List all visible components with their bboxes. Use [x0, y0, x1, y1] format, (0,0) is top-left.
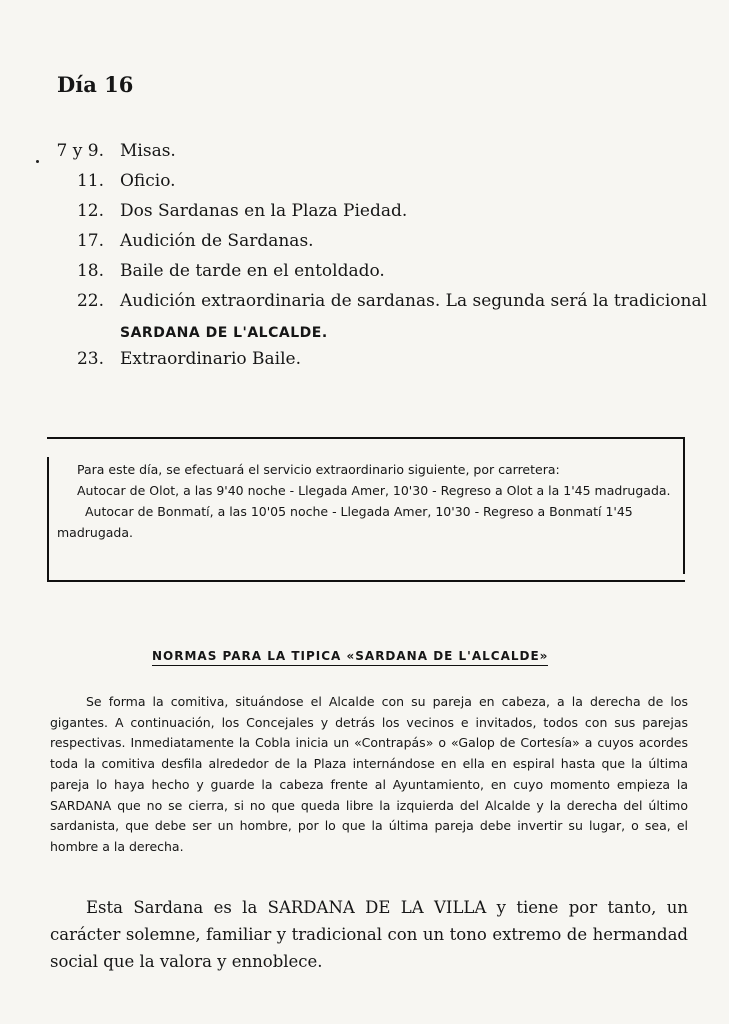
schedule-time: 12.	[76, 201, 104, 221]
schedule-time: 18.	[76, 261, 104, 281]
schedule-item	[40, 170, 700, 200]
norms-heading: NORMAS PARA LA TIPICA «SARDANA DE L'ALCALDE»	[152, 649, 548, 666]
schedule-desc: Dos Sardanas en la Plaza Piedad.	[120, 201, 408, 221]
box-rule-left	[47, 457, 49, 580]
closing-text: Esta Sardana es la SARDANA DE LA VILLA y tiene por tanto, un carácter solemne, familiar y tradicional con un tono extremo de hermandad social que la valora y ennoblece.	[50, 898, 688, 971]
transport-notice-box	[47, 437, 685, 582]
schedule-desc: Extraordinario Baile.	[120, 349, 302, 369]
schedule-item	[40, 200, 700, 230]
schedule-desc-wrapper	[120, 290, 710, 344]
schedule-time: 22.	[76, 291, 104, 311]
notice-intro: Para este día, se efectuará el servicio extraordinario siguiente, por carretera:	[77, 462, 560, 477]
schedule-time: 7 y 9.	[56, 141, 104, 161]
schedule-item	[40, 230, 700, 260]
schedule-item	[40, 290, 708, 348]
notice-bonmati-bus: Autocar de Bonmatí, a las 10'05 noche - Llegada Amer, 10'30 - Regreso a Bonmatí 1'45 madrugada.	[57, 504, 633, 540]
schedule-desc: Baile de tarde en el entoldado.	[120, 261, 385, 281]
schedule-emphasis: SARDANA DE L'ALCALDE.	[120, 325, 328, 341]
schedule-item	[40, 348, 700, 378]
ink-dot	[36, 160, 39, 163]
closing-paragraph	[50, 894, 688, 975]
schedule-item	[40, 260, 700, 290]
schedule-time: 17.	[76, 231, 104, 251]
day-title: Día 16	[57, 72, 134, 97]
box-rule-right	[683, 439, 685, 574]
schedule-desc: Oficio.	[120, 171, 176, 191]
schedule-desc: Audición de Sardanas.	[120, 231, 314, 251]
norms-paragraph	[50, 692, 688, 858]
schedule-item	[40, 140, 700, 170]
norms-text: Se forma la comitiva, situándose el Alcalde con su pareja en cabeza, a la derecha de los gigantes. A continuación, los Concejales y detrás los vecinos e invitados, todos con sus parejas respectivas. Inmediatamente la Cobla inicia un «Contrapás» o «Galop de Cortesía» a cuyos acordes toda la comitiva desfila alrededor de la Plaza internándose en ella en espiral hasta que la última pareja lo haya hecho y guarde la cabeza frente al Ayuntamiento, en cuyo momento empieza la SARDANA que no se cierra, si no que queda libre la izquierda del Alcalde y la derecha del último sardanista, que debe ser un hombre, por lo que la última pareja debe invertir su lugar, o sea, el hombre a la derecha.	[50, 694, 688, 854]
transport-notice-text	[57, 459, 677, 543]
notice-olot-bus: Autocar de Olot, a las 9'40 noche - Llegada Amer, 10'30 - Regreso a Olot a la 1'45 madrugada.	[77, 483, 671, 498]
schedule-time: 11.	[76, 171, 104, 191]
schedule-time: 23.	[76, 349, 104, 369]
schedule-desc: Audición extraordinaria de sardanas. La segunda será la tradicional	[120, 291, 708, 311]
schedule-desc: Misas.	[120, 141, 176, 161]
schedule-list	[40, 140, 708, 378]
